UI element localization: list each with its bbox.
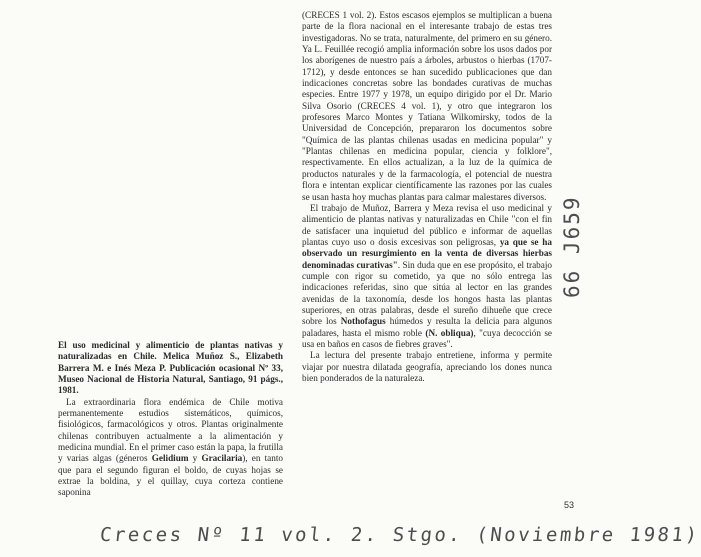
left-paragraph-1 [58, 397, 283, 499]
right-paragraph-1: (CRECES 1 vol. 2). Estos escasos ejemplos se multiplican a buena parte de la flora nacional en el interesante trabajo de estas tres investigadoras. No se trata, naturalmente, del primero en su género. Ya L. Feuillée recogió amplia información sobre los usos dados por los aborígenes de nuestro país a árboles, arbustos o hierbas (1707-1712), y desde entonces se han sucedido publicaciones que dan indicaciones concretas sobre las bondades curativas de muchas especies. Entre 1977 y 1978, un equipo dirigido por el Dr. Mario Silva Osorio (CRECES 4 vol. 1), y otro que integraron los profesores Marco Montes y Tatiana Wilkomirsky, todos de la Universidad de Concepción, prepararon los documentos sobre "Química de las plantas chilenas usadas en medicina popular" y "Plantas chilenas en medicina popular, ciencia y folklore", respectivamente. En ellos actualizan, a la luz de la química de productos naturales y de la farmacología, el potencial de nuestra flora e intentan explicar científicamente las razones por las cuales se usan hasta hoy muchas plantas para calmar malestares diversos. [302, 10, 552, 202]
left-paragraph-1-and: y [188, 453, 202, 464]
right-paragraph-2-mid2: húmedos y resulta la delicia para algunos paladares, hasta el mismo roble [302, 316, 553, 338]
left-paragraph-1-end: ), en tanto que para el segundo figuran el boldo, de cuyas hojas se extrae la boldina, y el quillay, cuya corteza contiene saponina [58, 453, 284, 498]
right-paragraph-2-end: , "cuya decocción se usa en baños en casos de fiebres graves". [302, 327, 552, 349]
genus-gelidium: Gelidium [151, 453, 189, 464]
right-text-column [302, 10, 552, 384]
genus-nothofagus: Nothofagus [340, 316, 386, 327]
left-text-column [58, 340, 283, 499]
species-n-obliqua: (N. obliqua) [425, 327, 474, 338]
page-number: 53 [564, 500, 575, 510]
right-paragraph-3: La lectura del presente trabajo entretiene, informa y permite viajar por nuestra dilatada geografía, apreciando los dones nunca bien ponderados de la naturaleza. [302, 350, 552, 383]
handwritten-side-note: 66 J659 [560, 195, 584, 298]
right-paragraph-2-bold-quote: ya que se ha observado un resurgimiento en la venta de diversas hierbas denominadas curativas" [302, 236, 552, 270]
left-paragraph-1-start: La extraordinaria flora endémica de Chile motiva permanentemente estudios sistemáticos, químicos, fisiológicos, farmacológicos y otros. Plantas originalmente chilenas contribuyen actualmente a la alimentación y medicina mundial. En el primer caso están la papa, la frutilla y varias algas (géneros [58, 396, 283, 464]
handwritten-source-note: Creces Nº 11 vol. 2. Stgo. (Noviembre 1981) [98, 524, 701, 546]
right-paragraph-2 [302, 203, 552, 350]
right-paragraph-2-mid: . Sin duda que en ese propósito, el trabajo cumple con rigor su cometido, ya que no sólo entrega las indicaciones referidas, sino que sitúa al lector en las grandes avenidas de la taxonomía, desde los hongos hasta las plantas superiores, en otras palabras, desde el sureño dihueñe que crece sobre los [302, 259, 552, 327]
right-paragraph-2-start: El trabajo de Muñoz, Barrera y Meza revisa el uso medicinal y alimenticio de plantas nativas y naturalizadas en Chile "con el fin de satisfacer una inquietud del público e informar de aquellas plantas cuyo uso o dosis excesivas son peligrosas, [302, 202, 552, 247]
review-heading: El uso medicinal y alimenticio de plantas nativas y naturalizadas en Chile. Melica Muñoz S., Elizabeth Barrera M. e Inés Meza P. Publicación ocasional Nº 33, Museo Nacional de Historia Natural, Santiago, 91 págs., 1981. [58, 340, 283, 396]
genus-gracilaria: Gracilaria [201, 453, 243, 464]
